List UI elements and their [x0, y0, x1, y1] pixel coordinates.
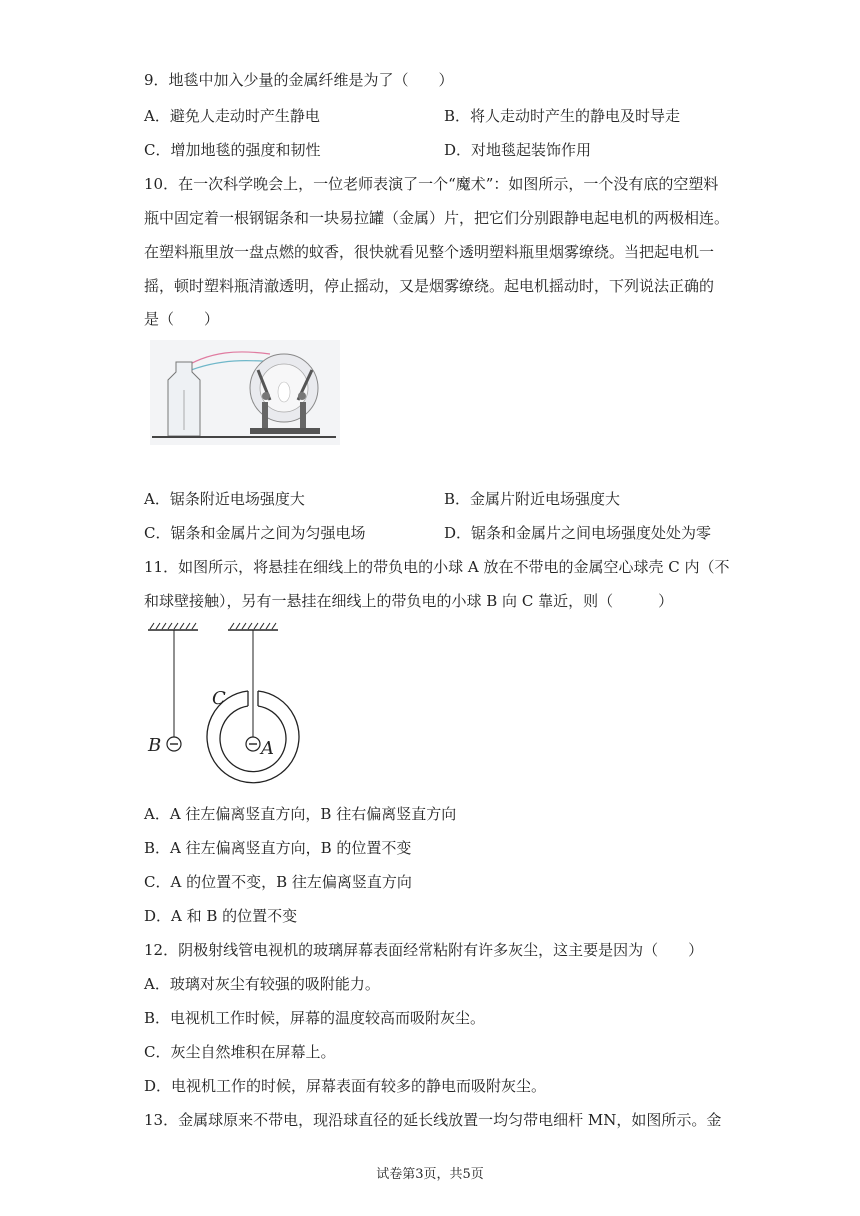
q12-option-c: C．灰尘自然堆积在屏幕上。	[144, 1043, 336, 1061]
q13-stem: 13．金属球原来不带电，现沿球直径的延长线放置一均匀带电细杆 MN，如图所示。金	[144, 1111, 722, 1129]
q10-option-c: C．锯条和金属片之间为匀强电场	[144, 524, 366, 542]
q9-option-a: A．避免人走动时产生静电	[144, 107, 320, 125]
q12-stem: 12．阴极射线管电视机的玻璃屏幕表面经常粘附有许多灰尘，这主要是因为（ ）	[144, 941, 704, 959]
label-c: C	[212, 688, 226, 709]
q12-option-d: D．电视机工作的时候，屏幕表面有较多的静电而吸附灰尘。	[144, 1077, 547, 1095]
q11-stem-line-1: 11．如图所示，将悬挂在细线上的带负电的小球 A 放在不带电的金属空心球壳 C 内（不	[144, 558, 730, 576]
q11-stem-line-2: 和球壁接触），另有一悬挂在细线上的带负电的小球 B 向 C 靠近，则（ ）	[144, 592, 674, 610]
q10-option-a: A．锯条附近电场强度大	[144, 490, 305, 508]
label-a: A	[261, 738, 274, 759]
page-footer: 试卷第3页，共5页	[376, 1167, 484, 1182]
q9-option-b: B．将人走动时产生的静电及时导走	[444, 107, 681, 125]
q10-stem-line-4: 摇，顿时塑料瓶清澈透明，停止摇动，又是烟雾缭绕。起电机摇动时，下列说法正确的	[144, 277, 715, 295]
q10-stem-line-3: 在塑料瓶里放一盘点燃的蚊香，很快就看见整个透明塑料瓶里烟雾缭绕。当把起电机一	[144, 243, 715, 261]
q9-option-c: C．增加地毯的强度和韧性	[144, 141, 321, 159]
q10-stem-line-1: 10．在一次科学晚会上，一位老师表演了一个“魔术”：如图所示，一个没有底的空塑料	[144, 175, 719, 193]
q10-stem-line-2: 瓶中固定着一根钢锯条和一块易拉罐（金属）片，把它们分别跟静电起电机的两极相连。	[144, 209, 730, 227]
label-b: B	[148, 735, 162, 756]
q9-option-d: D．对地毯起装饰作用	[444, 141, 592, 159]
q11-figure	[140, 618, 320, 788]
q10-figure	[150, 340, 340, 445]
q11-option-c: C．A 的位置不变，B 往左偏离竖直方向	[144, 873, 412, 891]
q11-option-d: D．A 和 B 的位置不变	[144, 907, 298, 925]
q12-option-a: A．玻璃对灰尘有较强的吸附能力。	[144, 975, 380, 993]
q12-option-b: B．电视机工作时候，屏幕的温度较高而吸附灰尘。	[144, 1009, 486, 1027]
q10-option-d: D．锯条和金属片之间电场强度处处为零	[444, 524, 712, 542]
q10-stem-line-5: 是（ ）	[144, 310, 220, 328]
q10-option-b: B．金属片附近电场强度大	[444, 490, 621, 508]
q9-stem: 9．地毯中加入少量的金属纤维是为了（ ）	[144, 71, 454, 89]
q11-option-a: A．A 往左偏离竖直方向，B 往右偏离竖直方向	[144, 805, 457, 823]
q11-option-b: B．A 往左偏离竖直方向，B 的位置不变	[144, 839, 412, 857]
